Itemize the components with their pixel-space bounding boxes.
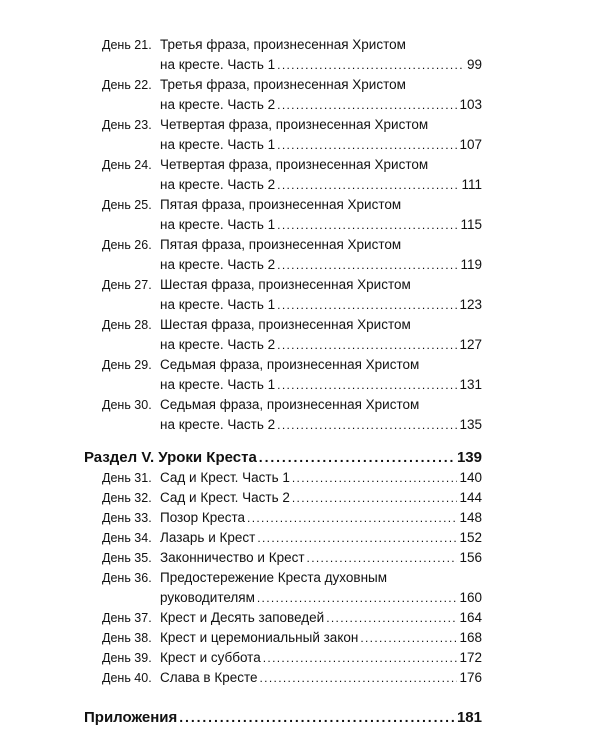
entry-title-line1: Предостережение Креста духовным [160, 570, 388, 585]
dot-leader [277, 415, 457, 435]
entry-title-line2: на кресте. Часть 2 [160, 257, 276, 272]
toc-entry-day-29[interactable] [84, 355, 482, 395]
day-label: День 39. [102, 651, 152, 665]
toc-entry-day-38[interactable] [84, 628, 482, 648]
toc-section-5[interactable] [84, 447, 482, 468]
entry-title: Крест и церемониальный закон [160, 630, 359, 645]
entry-title-line1: Седьмая фраза, произнесенная Христом [160, 357, 420, 372]
page-number: 181 [456, 709, 482, 726]
dot-leader [259, 447, 455, 467]
toc-entry-day-22[interactable] [84, 75, 482, 115]
dot-leader [277, 375, 457, 395]
page-number: 144 [459, 490, 482, 505]
day-label: День 40. [102, 671, 152, 685]
page-number: 139 [456, 449, 482, 466]
dot-leader [257, 588, 458, 608]
toc-entry-day-39[interactable] [84, 648, 482, 668]
dot-leader [263, 648, 458, 668]
page-number: 123 [459, 297, 482, 312]
toc-entry-day-36[interactable] [84, 568, 482, 608]
entry-title-line1: Четвертая фраза, произнесенная Христом [160, 157, 429, 172]
day-label: День 23. [102, 118, 152, 132]
dot-leader [277, 335, 457, 355]
entry-title: Позор Креста [160, 510, 246, 525]
day-label: День 24. [102, 158, 152, 172]
day-label: День 28. [102, 318, 152, 332]
day-label: День 38. [102, 631, 152, 645]
dot-leader [326, 608, 457, 628]
toc-entry-day-26[interactable] [84, 235, 482, 275]
entry-title-line2: на кресте. Часть 1 [160, 297, 276, 312]
day-label: День 26. [102, 238, 152, 252]
dot-leader [277, 95, 457, 115]
dot-leader [257, 528, 457, 548]
entry-title: Слава в Кресте [160, 670, 258, 685]
entry-title-line1: Третья фраза, произнесенная Христом [160, 37, 406, 52]
day-label: День 31. [102, 471, 152, 485]
entry-title: Сад и Крест. Часть 2 [160, 490, 290, 505]
entry-title: Лазарь и Крест [160, 530, 256, 545]
entry-title: Сад и Крест. Часть 1 [160, 470, 290, 485]
dot-leader [260, 668, 458, 688]
dot-leader [292, 468, 458, 488]
page-number: 148 [459, 510, 482, 525]
page-number: 160 [459, 590, 482, 605]
entry-title-line2: на кресте. Часть 1 [160, 57, 276, 72]
toc-entry-day-30[interactable] [84, 395, 482, 435]
day-label: День 25. [102, 198, 152, 212]
entry-title-line1: Шестая фраза, произнесенная Христом [160, 317, 411, 332]
entry-title-line2: на кресте. Часть 1 [160, 377, 276, 392]
page-number: 152 [459, 530, 482, 545]
toc-entry-day-40[interactable] [84, 668, 482, 688]
toc-entry-day-31[interactable] [84, 468, 482, 488]
entry-title-line2: на кресте. Часть 1 [160, 137, 276, 152]
page-number: 164 [459, 610, 482, 625]
toc-appendix[interactable] [84, 707, 482, 728]
entry-title-line1: Третья фраза, произнесенная Христом [160, 77, 406, 92]
page-number: 131 [459, 377, 482, 392]
dot-leader [247, 508, 457, 528]
toc-entry-day-32[interactable] [84, 488, 482, 508]
entry-title-line1: Шестая фраза, произнесенная Христом [160, 277, 411, 292]
day-label: День 35. [102, 551, 152, 565]
entry-title-line2: на кресте. Часть 2 [160, 337, 276, 352]
entry-title: Законничество и Крест [160, 550, 305, 565]
toc-entry-day-21[interactable] [84, 35, 482, 75]
entry-title-line2: на кресте. Часть 2 [160, 97, 276, 112]
dot-leader [360, 628, 457, 648]
toc-entry-day-25[interactable] [84, 195, 482, 235]
day-label: День 34. [102, 531, 152, 545]
day-label: День 21. [102, 38, 152, 52]
appendix-title: Приложения [84, 709, 178, 726]
entry-title-line1: Пятая фраза, произнесенная Христом [160, 237, 402, 252]
dot-leader [277, 135, 457, 155]
page-number: 115 [460, 217, 482, 232]
dot-leader [277, 295, 457, 315]
page-number: 111 [461, 177, 482, 192]
table-of-contents [84, 35, 482, 728]
day-label: День 32. [102, 491, 152, 505]
page-number: 103 [459, 97, 482, 112]
page-number: 127 [459, 337, 482, 352]
toc-entry-day-34[interactable] [84, 528, 482, 548]
entry-title-line2: на кресте. Часть 1 [160, 217, 276, 232]
page-number: 135 [459, 417, 482, 432]
dot-leader [292, 488, 458, 508]
entry-title: Крест и Десять заповедей [160, 610, 325, 625]
toc-entry-day-37[interactable] [84, 608, 482, 628]
page-number: 156 [459, 550, 482, 565]
day-label: День 33. [102, 511, 152, 525]
dot-leader [277, 215, 458, 235]
toc-entry-day-33[interactable] [84, 508, 482, 528]
day-label: День 22. [102, 78, 152, 92]
day-label: День 37. [102, 611, 152, 625]
day-label: День 27. [102, 278, 152, 292]
toc-entry-day-23[interactable] [84, 115, 482, 155]
entry-title-line1: Четвертая фраза, произнесенная Христом [160, 117, 429, 132]
page-number: 99 [466, 57, 482, 72]
toc-entry-day-24[interactable] [84, 155, 482, 195]
toc-entry-day-28[interactable] [84, 315, 482, 355]
page-number: 168 [459, 630, 482, 645]
page-number: 107 [459, 137, 482, 152]
entry-title: Крест и суббота [160, 650, 261, 665]
dot-leader [277, 175, 459, 195]
section-title: Раздел V. Уроки Креста [84, 449, 257, 466]
dot-leader [277, 255, 458, 275]
dot-leader [307, 548, 458, 568]
dot-leader [277, 55, 465, 75]
page-number: 140 [459, 470, 482, 485]
entry-title-line1: Пятая фраза, произнесенная Христом [160, 197, 402, 212]
entry-title-line2: на кресте. Часть 2 [160, 177, 276, 192]
day-label: День 36. [102, 571, 152, 585]
page-number: 119 [460, 257, 482, 272]
dot-leader [179, 707, 455, 727]
entry-title-line2: на кресте. Часть 2 [160, 417, 276, 432]
page-number: 176 [459, 670, 482, 685]
entry-title-line2: руководителям [160, 590, 255, 605]
day-label: День 29. [102, 358, 152, 372]
toc-entry-day-35[interactable] [84, 548, 482, 568]
toc-entry-day-27[interactable] [84, 275, 482, 315]
page-number: 172 [459, 650, 482, 665]
entry-title-line1: Седьмая фраза, произнесенная Христом [160, 397, 420, 412]
day-label: День 30. [102, 398, 152, 412]
